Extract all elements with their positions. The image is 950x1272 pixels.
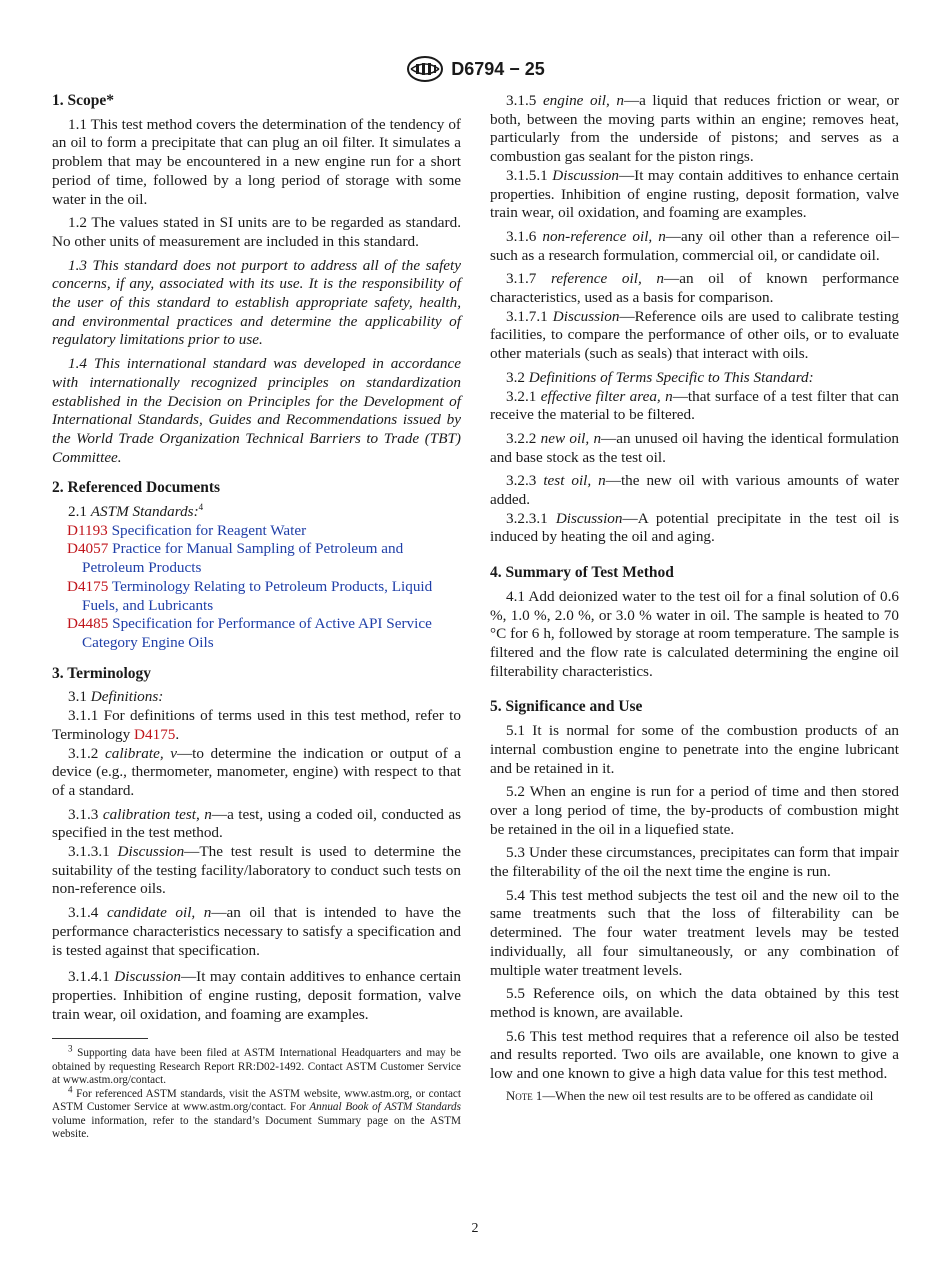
paragraph-5-5: 5.5 Reference oils, on which the data obtained by this test method is known, are available. bbox=[490, 985, 899, 1021]
footnote-3: $^3$ Supporting data have been filed at ASTM International Headquarters and may be obtained by requesting Research Report RR:D02-1492. Contact ASTM Customer Service at www.astm.org/contact. bbox=[52, 1043, 461, 1087]
paragraph-1-4: 1.4 This international standard was developed in accordance with internationally recognized principles on standardization established in the Decision on Principles for the Development of International Standards, Guides and Recommendations issued by the World Trade Organization Technical Barriers to Trade (TBT) Committee. bbox=[52, 355, 461, 466]
significance-heading: 5. Significance and Use bbox=[490, 698, 643, 716]
paragraph-2-1: 2.1 ASTM Standards:$^4$ bbox=[68, 502, 204, 521]
paragraph-3-1-6: 3.1.6 non-reference oil, n—any oil other than a reference oil–such as a research formulation, commercial oil, or candidate oil. bbox=[490, 227, 900, 264]
link-d4175[interactable]: D4175 bbox=[134, 725, 176, 743]
paragraph-3-1-5: 3.1.5 engine oil, n—a liquid that reduces friction or wear, or both, between the moving parts within an engine; removes heat, particularly from the underside of pistons; and serves as a combustion gas sealant for the piston rings. bbox=[490, 92, 900, 166]
paragraph-3-2-2: 3.2.2 new oil, n—an unused oil having the identical formulation and base stock as the test oil. bbox=[490, 429, 900, 466]
astm-logo-icon bbox=[405, 55, 445, 83]
summary-heading: 4. Summary of Test Method bbox=[490, 564, 674, 582]
footnote-4: $^4$ For referenced ASTM standards, visit the ASTM website, www.astm.org, or contact ASTM Customer Service at www.astm.org/contact. For Annual Book of ASTM Standards volume information, refer to the standard’s Document Summary page on the ASTM website. bbox=[52, 1084, 461, 1141]
paragraph-4-1: 4.1 Add deionized water to the test oil for a final solution of 0.6 %, 1.0 %, 2.0 %, or 3.0 % water in oil. The sample is heated to 70 °C for 6 h, followed by storage at room temperature. The sample is filtered and the flow rate is calculated determining the engine oil filterability characteristics. bbox=[490, 587, 899, 680]
footnote-divider bbox=[52, 1038, 148, 1039]
paragraph-3-2-1: 3.2.1 effective filter area, n—that surface of a test filter that can receive the material to be filtered. bbox=[490, 387, 900, 424]
paragraph-3-1-7: 3.1.7 reference oil, n—an oil of known performance characteristics, used as a basis for comparison. bbox=[490, 270, 899, 307]
paragraph-3-2-3-1: 3.2.3.1 Discussion—A potential precipitate in the test oil is induced by heating the oil and aging. bbox=[490, 509, 900, 546]
paragraph-3-1-5-1: 3.1.5.1 Discussion—It may contain additives to enhance certain properties. Inhibition of engine rusting, deposit formation, valve train wear, oil oxidation, and foaming are examples. bbox=[490, 166, 899, 222]
page-header bbox=[0, 54, 950, 84]
paragraph-1-2: 1.2 The values stated in SI units are to be regarded as standard. No other units of measurement are included in this standard. bbox=[52, 214, 461, 250]
ref-item-d4485[interactable]: D4485 Specification for Performance of Active API Service Category Engine Oils bbox=[67, 615, 432, 651]
paragraph-5-3: 5.3 Under these circumstances, precipitates can form that impair the filterability of the oil the next time the engine is run. bbox=[490, 844, 899, 881]
scope-heading: 1. Scope* bbox=[52, 92, 114, 109]
ref-item-d1193[interactable]: D1193 Specification for Reagent Water bbox=[67, 521, 307, 539]
paragraph-3-1: 3.1 Definitions: bbox=[68, 688, 164, 706]
ref-item-d4175[interactable]: D4175 Terminology Relating to Petroleum Products, Liquid Fuels, and Lubricants bbox=[67, 577, 433, 614]
paragraph-3-1-1: 3.1.1 For definitions of terms used in this test method, refer to Terminology D4175. bbox=[52, 707, 461, 743]
right-column bbox=[490, 92, 899, 1104]
paragraph-3-2: 3.2 Definitions of Terms Specific to This Standard: bbox=[506, 368, 814, 386]
refdocs-heading: 2. Referenced Documents bbox=[52, 479, 221, 497]
paragraph-5-1: 5.1 It is normal for some of the combustion products of an internal combustion engine to penetrate into the engine lubricant and be retained in it. bbox=[490, 722, 899, 777]
note-1: Note 1—When the new oil test results are to be offered as candidate oil bbox=[506, 1088, 874, 1103]
page-number: 2 bbox=[471, 1221, 479, 1236]
left-column bbox=[52, 92, 461, 1142]
ref-item-d4057[interactable]: D4057 Practice for Manual Sampling of Petroleum and Petroleum Products bbox=[67, 540, 404, 577]
paragraph-1-3: 1.3 This standard does not purport to address all of the safety concerns, if any, associated with its use. It is the responsibility of the user of this standard to establish appropriate safety, health, and environmental practices and determine the applicability of regulatory limitations prior to use. bbox=[52, 256, 461, 349]
paragraph-3-1-2: 3.1.2 calibrate, v—to determine the indication or output of a device (e.g., thermometer, manometer, engine) with respect to that of a standard. bbox=[52, 744, 462, 799]
paragraph-1-1: 1.1 This test method covers the determination of the tendency of an oil to form a precipitate that can plug an oil filter. It simulates a problem that may be encountered in a new engine run for a short period of time, followed by a long period of storage with some water in the oil. bbox=[52, 115, 461, 208]
designation-title: D6794 − 25 bbox=[451, 58, 545, 79]
paragraph-3-1-4-1: 3.1.4.1 Discussion—It may contain additives to enhance certain properties. Inhibition of engine rusting, deposit formation, valve train wear, oil oxidation, and foaming are examples. bbox=[52, 968, 461, 1023]
paragraph-3-2-3: 3.2.3 test oil, n—the new oil with various amounts of water added. bbox=[490, 472, 900, 509]
terminology-heading: 3. Terminology bbox=[52, 664, 152, 682]
paragraph-5-6: 5.6 This test method requires that a reference oil also be tested and results reported. Two oils are available, one known to give a low and one known to give a high data value for this test method. bbox=[490, 1027, 899, 1083]
paragraph-3-1-3: 3.1.3 calibration test, n—a test, using a coded oil, conducted as specified in the test method. bbox=[52, 805, 462, 842]
paragraph-5-4: 5.4 This test method subjects the test oil and the new oil to the same treatments such that the loss of filterability can be determined. The four water treatment levels may be tested individually, all four simultaneously, or any combination of multiple water treatment levels. bbox=[490, 886, 899, 979]
paragraph-5-2: 5.2 When an engine is run for a period of time and then stored over a long period of time, the by-products of combustion might be retained in the oil in a liquefied state. bbox=[490, 783, 899, 838]
paragraph-3-1-4: 3.1.4 candidate oil, n—an oil that is intended to have the performance characteristics necessary to satisfy a specification and is tested against that specification. bbox=[52, 904, 462, 959]
paragraph-3-1-7-1: 3.1.7.1 Discussion—Reference oils are used to calibrate testing facilities, to compare the performance of other oils, or to evaluate other materials (such as seals) that interact with oils. bbox=[490, 307, 900, 363]
paragraph-3-1-3-1: 3.1.3.1 Discussion—The test result is used to determine the suitability of the testing facility/laboratory to conduct such tests on non-reference oils. bbox=[52, 843, 461, 898]
